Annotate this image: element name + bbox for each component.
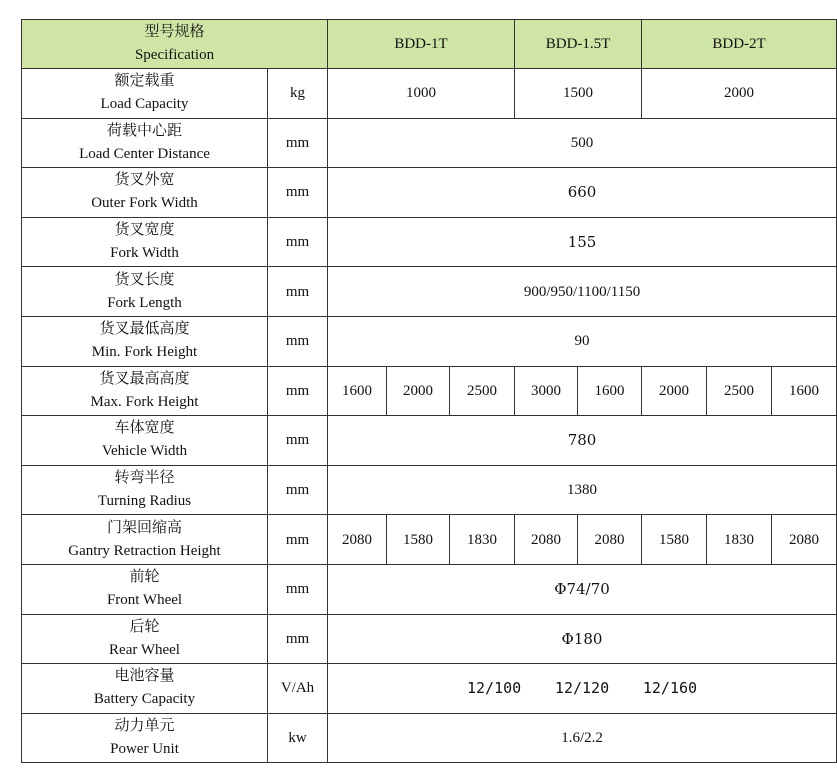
row-label: [22, 515, 268, 565]
row-label: [22, 713, 268, 763]
row-label-en: Power Unit: [110, 741, 179, 758]
row-label-zh: 转弯半径: [114, 470, 175, 487]
unit-cell: mm: [268, 168, 328, 218]
table-row-fork-width: [22, 217, 837, 267]
row-label-zh: 门架回缩高: [106, 519, 182, 536]
unit-cell: mm: [268, 564, 328, 614]
table-row-battery: [22, 664, 837, 714]
unit-cell: mm: [268, 267, 328, 317]
row-label-zh: 货叉宽度: [114, 222, 175, 239]
row-label: [22, 564, 268, 614]
row-label-zh: 后轮: [129, 618, 160, 635]
row-label-en: Front Wheel: [106, 592, 183, 609]
row-label: [22, 168, 268, 218]
value-cell: 2080: [328, 515, 387, 565]
unit-cell: mm: [268, 217, 328, 267]
table-row-turning-radius: [22, 465, 837, 515]
value-cell: 1500: [515, 69, 642, 119]
row-label-zh: 荷载中心距: [106, 122, 182, 139]
table-row-vehicle-width: [22, 416, 837, 466]
spec-header-cell: [22, 20, 328, 69]
row-label-en: Min. Fork Height: [91, 344, 198, 361]
row-label-zh: 车体宽度: [114, 420, 175, 437]
row-label: [22, 217, 268, 267]
unit-cell: mm: [268, 515, 328, 565]
value-cell: 1000: [328, 69, 515, 119]
table-row-gantry-retraction: [22, 515, 837, 565]
value-text: 12/100: [466, 678, 522, 697]
row-label-en: Fork Width: [110, 245, 179, 262]
row-label-zh: 电池容量: [114, 668, 175, 685]
header-row: [22, 20, 837, 69]
value-cell: 1380: [328, 465, 837, 515]
battery-values-cell: [328, 664, 837, 714]
value-cell: 2080: [578, 515, 642, 565]
row-label-zh: 动力单元: [114, 718, 175, 735]
value-cell: 1830: [450, 515, 515, 565]
value-cell: 2500: [707, 366, 772, 416]
table-row-outer-fork-width: [22, 168, 837, 218]
value-cell: 1580: [387, 515, 450, 565]
row-label-en: Outer Fork Width: [91, 195, 198, 212]
value-cell: Φ74/70: [328, 564, 837, 614]
value-cell: 500: [328, 118, 837, 168]
value-cell: 2080: [515, 515, 578, 565]
row-label: [22, 664, 268, 714]
spec-label-en: Specification: [134, 47, 215, 63]
table-row-load-capacity: [22, 69, 837, 119]
table-row-min-fork-height: [22, 316, 837, 366]
row-label: [22, 416, 268, 466]
row-label-en: Load Center Distance: [79, 145, 210, 162]
value-cell: 1830: [707, 515, 772, 565]
table-row-max-fork-height: [22, 366, 837, 416]
value-cell: 1.6/2.2: [328, 713, 837, 763]
unit-cell: mm: [268, 316, 328, 366]
value-cell: 660: [328, 168, 837, 218]
unit-cell: V/Ah: [268, 664, 328, 714]
row-label-zh: 货叉最高高度: [99, 370, 190, 387]
model-header-1t: BDD-1T: [328, 20, 515, 69]
value-cell: 1600: [772, 366, 837, 416]
row-label-zh: 前轮: [129, 569, 160, 586]
unit-cell: mm: [268, 614, 328, 664]
model-header-1-5t: BDD-1.5T: [515, 20, 642, 69]
table-row-rear-wheel: [22, 614, 837, 664]
table-row-fork-length: [22, 267, 837, 317]
row-label-en: Gantry Retraction Height: [68, 542, 221, 559]
row-label-en: Load Capacity: [100, 96, 189, 113]
unit-cell: mm: [268, 118, 328, 168]
unit-cell: mm: [268, 416, 328, 466]
model-header-2t: BDD-2T: [642, 20, 837, 69]
row-label-zh: 货叉长度: [114, 271, 175, 288]
unit-cell: mm: [268, 465, 328, 515]
value-cell: 2000: [642, 69, 837, 119]
value-cell: 2500: [450, 366, 515, 416]
row-label-en: Fork Length: [107, 294, 182, 311]
spec-label-zh: 型号规格: [144, 24, 205, 40]
value-cell: 2000: [387, 366, 450, 416]
unit-cell: kw: [268, 713, 328, 763]
row-label-zh: 额定载重: [114, 73, 175, 90]
row-label-zh: 货叉外宽: [114, 172, 175, 189]
value-cell: 1600: [328, 366, 387, 416]
row-label-en: Turning Radius: [97, 493, 192, 510]
row-label: [22, 316, 268, 366]
row-label-en: Vehicle Width: [101, 443, 188, 460]
unit-cell: mm: [268, 366, 328, 416]
value-cell: 1580: [642, 515, 707, 565]
row-label: [22, 465, 268, 515]
table-row-load-center: [22, 118, 837, 168]
value-cell: 1600: [578, 366, 642, 416]
row-label-zh: 货叉最低高度: [99, 321, 190, 338]
row-label: [22, 69, 268, 119]
value-text: 12/160: [642, 678, 698, 697]
value-cell: 900/950/1100/1150: [328, 267, 837, 317]
row-label-en: Rear Wheel: [109, 641, 180, 658]
value-cell: 780: [328, 416, 837, 466]
row-label: [22, 118, 268, 168]
row-label-en: Battery Capacity: [93, 691, 196, 708]
row-label: [22, 267, 268, 317]
table-row-power-unit: [22, 713, 837, 763]
value-cell: 2080: [772, 515, 837, 565]
table-row-front-wheel: [22, 564, 837, 614]
value-cell: Φ180: [328, 614, 837, 664]
row-label-en: Max. Fork Height: [90, 393, 199, 410]
value-cell: 2000: [642, 366, 707, 416]
value-cell: 155: [328, 217, 837, 267]
value-cell: 3000: [515, 366, 578, 416]
value-cell: 90: [328, 316, 837, 366]
value-text: 12/120: [554, 678, 610, 697]
unit-cell: kg: [268, 69, 328, 119]
row-label: [22, 366, 268, 416]
row-label: [22, 614, 268, 664]
spec-table: [21, 19, 837, 763]
